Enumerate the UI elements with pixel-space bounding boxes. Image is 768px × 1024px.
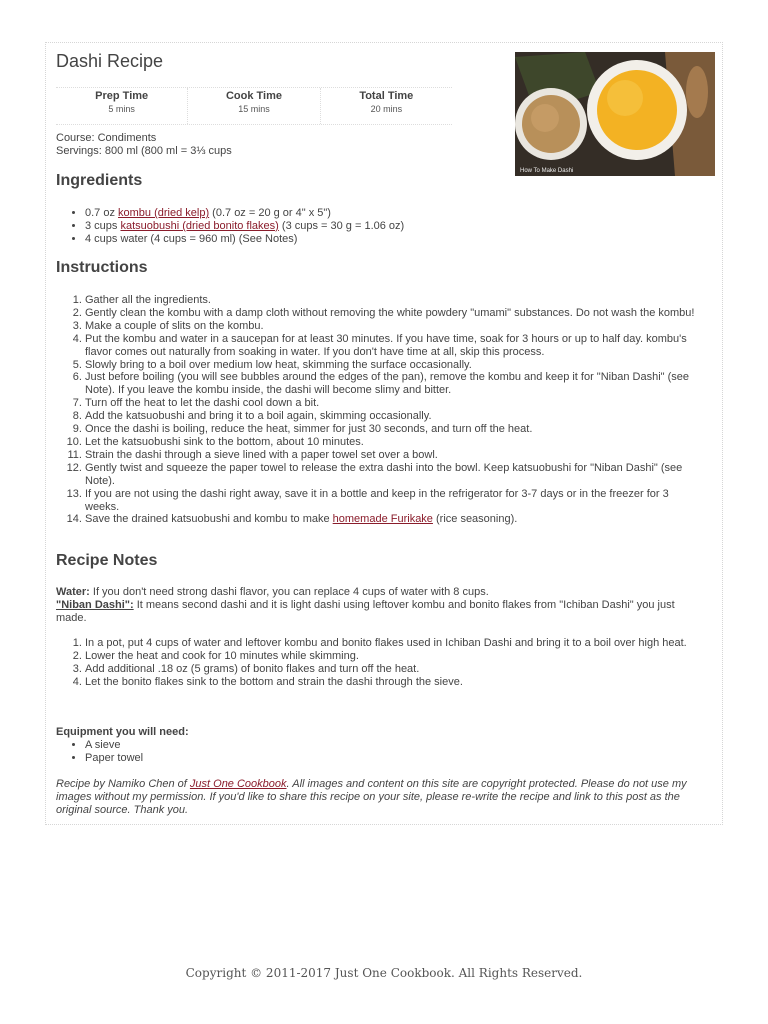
- instruction-step: 1. Gather all the ingredients.: [85, 294, 696, 307]
- niban-step: 4. Let the bonito flakes sink to the bottom and strain the dashi through the sieve.: [85, 676, 696, 689]
- water-note: [56, 586, 706, 599]
- niban-label: "Niban Dashi":: [56, 599, 134, 611]
- dashi-image: [515, 52, 715, 176]
- niban-text: It means second dashi and it is light dashi using leftover kombu and bonito flakes from "Ichiban Dashi" you just made.: [56, 599, 675, 624]
- niban-step: 3. Add additional .18 oz (5 grams) of bonito flakes and turn off the heat.: [85, 663, 696, 676]
- niban-step: 2. Lower the heat and cook for 10 minutes while skimming.: [85, 650, 696, 663]
- servings: Servings: 800 ml (800 ml = 3⅓ cups: [56, 145, 232, 157]
- katsuobushi-link[interactable]: katsuobushi (dried bonito flakes): [120, 219, 279, 232]
- instruction-step: [85, 513, 696, 526]
- credit-text: . All images and content on this site are copyright protected. Please do not use my images without my permission. If you'd like to share this recipe on your site, please re-write the recipe and link to this post as the original source. Thank you.: [56, 778, 687, 816]
- recipe-title: Dashi Recipe: [56, 51, 164, 71]
- recipe-card: [45, 42, 723, 825]
- instructions-heading: Instructions: [56, 259, 148, 276]
- ingredients-list: [56, 207, 696, 246]
- niban-step: 1. In a pot, put 4 cups of water and leftover kombu and bonito flakes used in Ichiban Dashi and bring it to a boil over high heat.: [85, 637, 696, 650]
- instruction-step: 5. Slowly bring to a boil over medium low heat, skimming the surface occasionally.: [85, 359, 696, 372]
- ingredient-amount: 3 cups: [85, 219, 121, 232]
- niban-steps: [56, 637, 696, 689]
- instruction-step: 13. If you are not using the dashi right away, save it in a bottle and keep in the refrigerator for 3-7 days or in the freezer for 3 weeks.: [85, 488, 696, 514]
- ingredient-item: [85, 233, 696, 246]
- recipe-credit: [56, 778, 706, 817]
- cook-time: [188, 88, 320, 124]
- kombu-link[interactable]: kombu (dried kelp): [118, 207, 210, 219]
- course: Course: Condiments: [56, 132, 157, 144]
- instruction-step: 2. Gently clean the kombu with a damp cloth without removing the white powdery "umami" substances. Do not wash the kombu!: [85, 307, 696, 320]
- ingredient-item: [85, 220, 696, 233]
- step-text: Save the drained katsuobushi and kombu to make: [85, 513, 333, 526]
- ingredient-amount: 0.7 oz: [85, 207, 119, 219]
- credit-text: Recipe by Namiko Chen of: [56, 778, 190, 790]
- total-time: [321, 88, 452, 124]
- ingredient-note: (3 cups = 30 g = 1.06 oz): [278, 219, 405, 232]
- time-label: Prep Time: [95, 90, 149, 102]
- equipment-list: [56, 739, 143, 765]
- dashi-photo: [515, 52, 715, 176]
- water-text: If you don't need strong dashi flavor, you can replace 4 cups of water with 8 cups.: [89, 586, 489, 598]
- just-one-cookbook-link[interactable]: Just One Cookbook: [189, 778, 287, 790]
- step-text: (rice seasoning).: [432, 513, 518, 526]
- ingredient-item: [85, 207, 696, 220]
- instruction-step: 8. Add the katsuobushi and bring it to a boil again, skimming occasionally.: [85, 410, 696, 423]
- equipment-item: • Paper towel: [85, 752, 143, 765]
- instruction-step: 11. Strain the dashi through a sieve lined with a paper towel set over a bowl.: [85, 449, 696, 462]
- water-label: Water:: [56, 586, 90, 598]
- niban-note: [56, 599, 706, 625]
- instruction-step: 10. Let the katsuobushi sink to the bottom, about 10 minutes.: [85, 436, 696, 449]
- ingredient-note: (0.7 oz = 20 g or 4" x 5"): [209, 207, 331, 219]
- photo-caption: How To Make Dashi: [520, 168, 574, 174]
- time-value: 5 mins: [108, 104, 135, 114]
- time-value: 20 mins: [370, 104, 403, 114]
- instruction-step: 7. Turn off the heat to let the dashi cool down a bit.: [85, 397, 696, 410]
- ingredient-amount: 4 cups water (4 cups = 960 ml) (See Notes): [85, 232, 298, 245]
- instruction-step: 4. Put the kombu and water in a saucepan for at least 30 minutes. If you have time, soak for 3 hours or up to half day. kombu's flavor comes out naturally from soaking in water. If you don't have time at all, skip this process.: [85, 333, 696, 359]
- time-value: 15 mins: [238, 104, 270, 114]
- equipment-item: • A sieve: [85, 739, 143, 752]
- instruction-step: 12. Gently twist and squeeze the paper towel to release the extra dashi into the bowl. Keep katsuobushi for "Niban Dashi" (see Note).: [85, 462, 696, 488]
- equipment-label: Equipment you will need:: [56, 726, 189, 738]
- ingredients-heading: Ingredients: [56, 172, 143, 189]
- time-summary: [56, 87, 452, 125]
- furikake-link[interactable]: homemade Furikake: [332, 513, 433, 526]
- copyright-footer: Copyright © 2011-2017 Just One Cookbook. All Rights Reserved.: [185, 966, 583, 980]
- instruction-step: 9. Once the dashi is boiling, reduce the heat, simmer for just 30 seconds, and turn off the heat.: [85, 423, 696, 436]
- notes-heading: Recipe Notes: [56, 552, 158, 569]
- time-label: Total Time: [359, 90, 414, 102]
- time-label: Cook Time: [225, 90, 282, 102]
- instructions-list: [56, 294, 696, 526]
- instruction-step: 3. Make a couple of slits on the kombu.: [85, 320, 696, 333]
- prep-time: [56, 88, 188, 124]
- recipe-meta: [56, 132, 232, 158]
- instruction-step: 6. Just before boiling (you will see bubbles around the edges of the pan), remove the kombu and keep it for "Niban Dashi" (see Note). If you leave the kombu inside, the dashi will become slimy and bitter.: [85, 371, 696, 397]
